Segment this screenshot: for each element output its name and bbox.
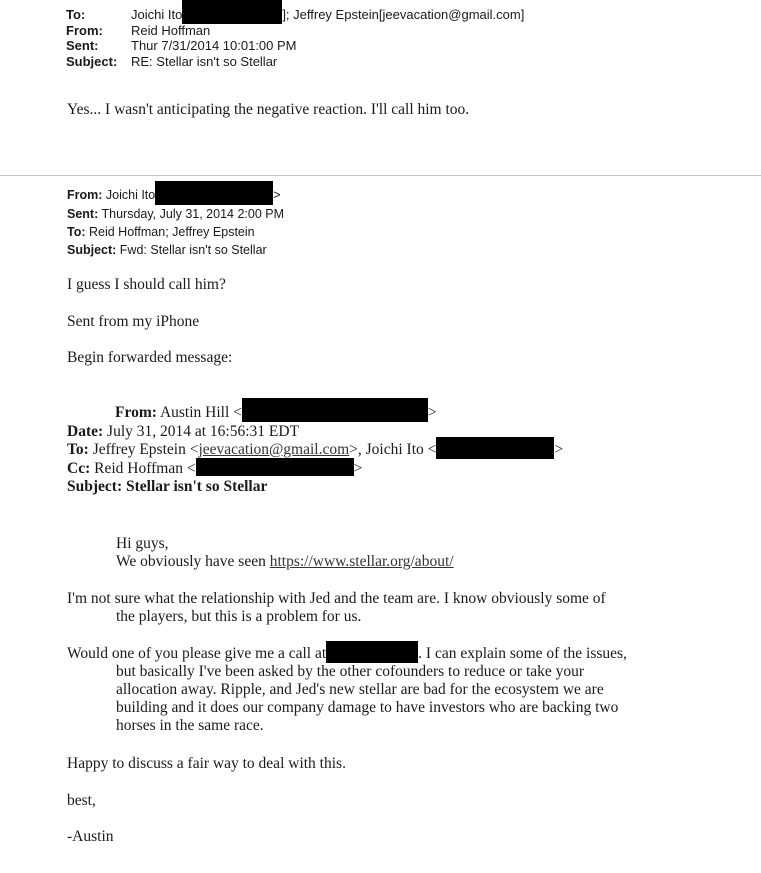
to-value-rest: ]; Jeffrey Epstein[jeevacation@gmail.com] — [282, 7, 525, 22]
original-from-row — [67, 404, 563, 423]
redaction — [196, 458, 354, 476]
paragraph-2-line-3: allocation away. Ripple, and Jed's new stellar are bad for the ecosystem we are — [116, 681, 604, 698]
sent-value: Thursday, July 31, 2014 2:00 PM — [101, 206, 285, 221]
call-text: Would one of you please give me a call at — [67, 645, 327, 662]
from-value: Austin Hill < — [159, 404, 242, 421]
reply-from-row — [66, 23, 666, 39]
original-header — [67, 404, 563, 497]
greeting: Hi guys, — [116, 535, 169, 552]
seen-line — [116, 553, 454, 572]
paragraph-1-line-2: the players, but this is a problem for us. — [116, 608, 362, 625]
email-link[interactable]: jeevacation@gmail.com — [198, 441, 350, 458]
subject-label: Subject: — [66, 53, 118, 69]
to-label: To: — [67, 224, 86, 239]
reply-subject-row — [66, 54, 666, 70]
redaction — [242, 398, 428, 422]
redaction — [436, 437, 554, 459]
to-label: To: — [67, 441, 89, 458]
reply-header — [66, 7, 666, 71]
subject-value: Fwd: Stellar isn't so Stellar — [119, 242, 267, 257]
to-value: Joichi Ito — [131, 7, 183, 22]
forward-subject-row — [67, 241, 284, 259]
signoff: best, — [67, 792, 96, 809]
subject-value: Stellar isn't so Stellar — [125, 478, 268, 495]
redaction — [155, 181, 273, 205]
subject-label: Subject: — [67, 242, 117, 257]
paragraph-3: Happy to discuss a fair way to deal with this. — [67, 755, 346, 772]
reply-sent-row — [66, 38, 666, 54]
original-subject-row — [67, 478, 563, 497]
paragraph-2-line-5: horses in the same race. — [116, 717, 264, 734]
subject-label: Subject: — [67, 478, 123, 495]
forward-line-1: I guess I should call him? — [67, 276, 226, 293]
from-label: From: — [66, 22, 103, 38]
forward-sent-row — [67, 205, 284, 223]
to-value: Reid Hoffman; Jeffrey Epstein — [89, 224, 255, 239]
to-suffix: > — [554, 441, 564, 458]
original-cc-row — [67, 460, 563, 479]
from-value: Joichi Ito — [105, 188, 156, 202]
sent-value: Thur 7/31/2014 10:01:00 PM — [131, 38, 297, 53]
redaction — [326, 641, 418, 663]
sent-label: Sent: — [67, 206, 99, 221]
cc-value: Reid Hoffman < — [94, 459, 196, 477]
sent-label: Sent: — [66, 38, 99, 53]
seen-text: We obviously have seen — [116, 553, 270, 570]
from-suffix: > — [427, 404, 437, 421]
call-text-rest: . I can explain some of the issues, — [418, 645, 627, 662]
forward-line-3: Begin forwarded message: — [67, 349, 233, 366]
cc-suffix: > — [353, 459, 363, 477]
forward-header — [67, 186, 284, 259]
paragraph-1-line-1: I'm not sure what the relationship with Jed and the team are. I know obviously some of — [67, 590, 606, 607]
divider — [0, 175, 761, 176]
redaction — [182, 0, 282, 24]
stellar-link[interactable]: https://www.stellar.org/about/ — [269, 553, 454, 570]
paragraph-2-line-2: but basically I've been asked by the other cofounders to reduce or take your — [116, 663, 585, 680]
forward-to-row — [67, 223, 284, 241]
paragraph-2-line-4: building and it does our company damage to have investors who are backing two — [116, 699, 619, 716]
forward-from-row — [67, 186, 284, 205]
subject-value: RE: Stellar isn't so Stellar — [131, 53, 278, 69]
signature: -Austin — [67, 828, 114, 845]
from-value: Reid Hoffman — [131, 22, 211, 38]
to-value: Jeffrey Epstein < — [92, 441, 199, 458]
to-label: To: — [66, 7, 86, 22]
cc-label: Cc: — [67, 459, 91, 477]
forward-line-2: Sent from my iPhone — [67, 313, 200, 330]
from-label: From: — [67, 188, 103, 202]
date-value: July 31, 2014 at 16:56:31 EDT — [107, 422, 300, 440]
paragraph-2-line-1 — [67, 645, 627, 664]
from-label: From: — [115, 404, 157, 421]
date-label: Date: — [67, 422, 104, 440]
from-suffix: > — [273, 188, 281, 202]
reply-to-row — [66, 7, 666, 23]
reply-body: Yes... I wasn't anticipating the negative reaction. I'll call him too. — [67, 101, 470, 118]
original-to-row — [67, 441, 563, 460]
to-value-mid: >, Joichi Ito < — [349, 441, 437, 458]
